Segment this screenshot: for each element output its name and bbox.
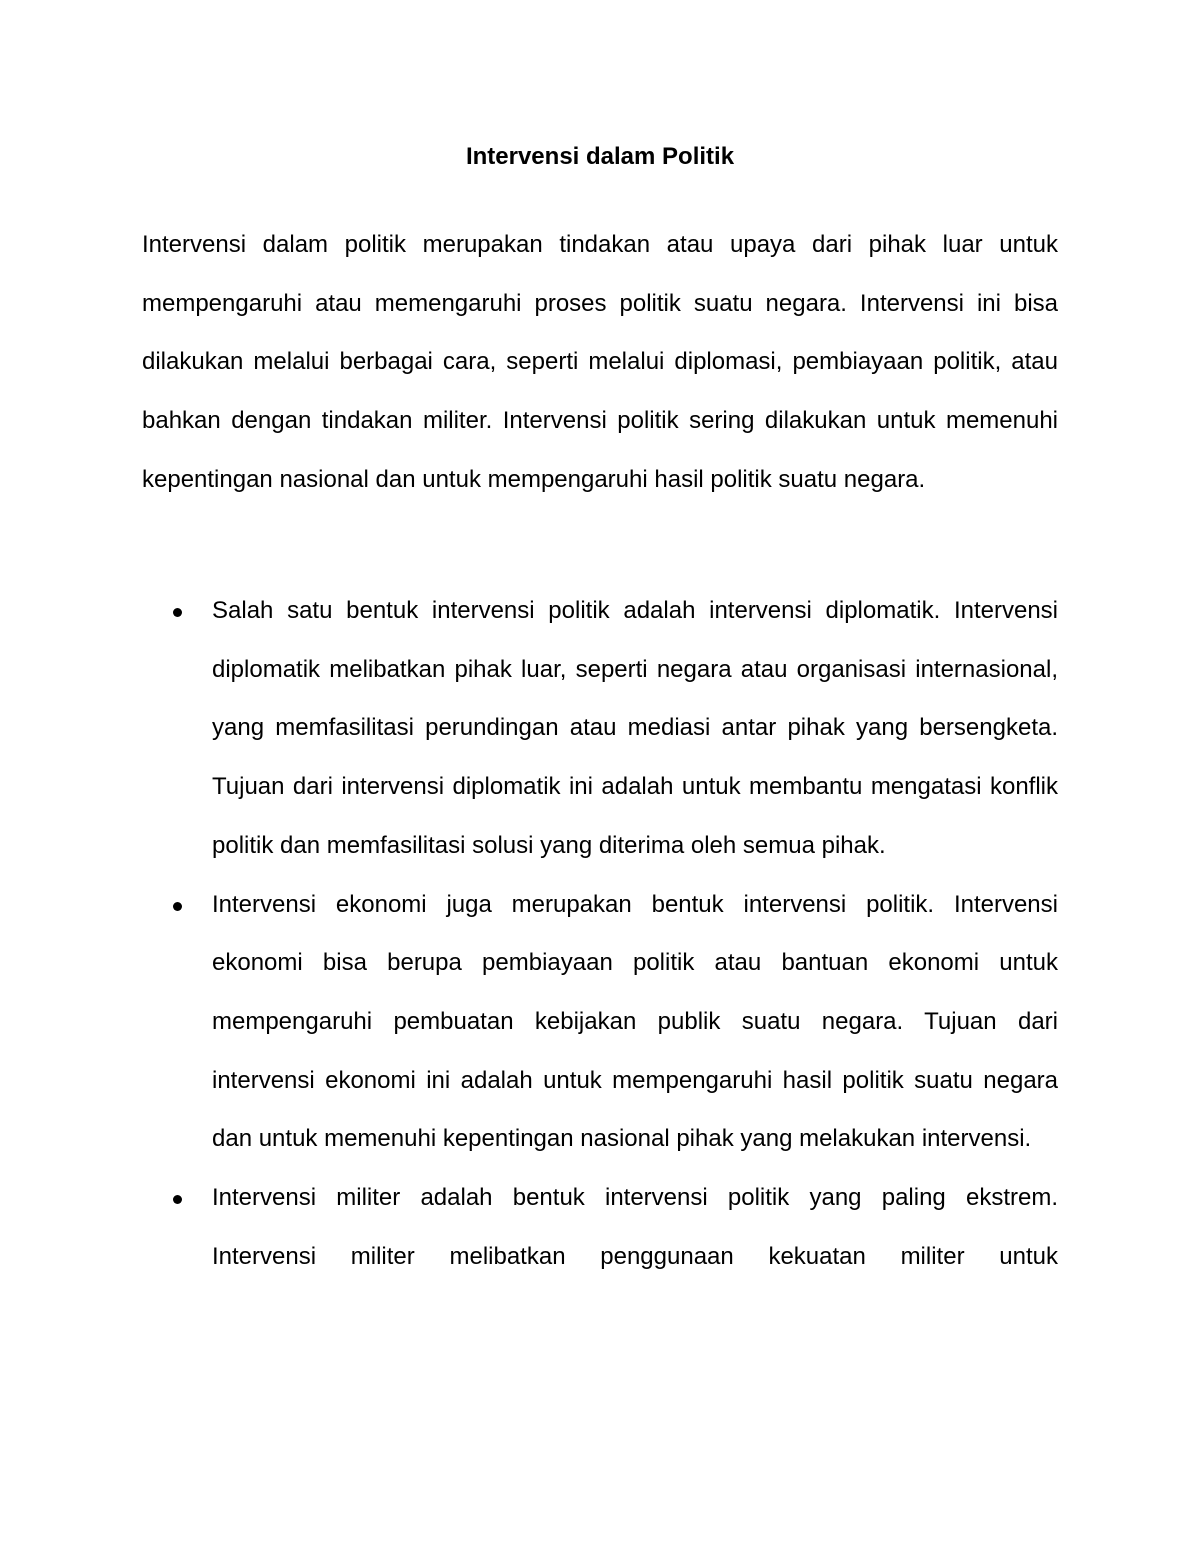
bullet-text: Intervensi ekonomi juga merupakan bentuk intervensi politik. Intervensi ekonomi bisa berupa pembiayaan politik atau bantuan ekonomi untuk mempengaruhi pembuatan kebijakan publik suatu negara. Tujuan dari intervensi ekonomi ini adalah untuk mempengaruhi hasil politik suatu negara dan untuk memenuhi kepentingan nasional pihak yang melakukan intervensi. (212, 890, 1058, 1153)
list-item (142, 876, 1058, 1170)
list-item (142, 1169, 1058, 1286)
bullet-text: Intervensi militer adalah bentuk intervensi politik yang paling ekstrem. Intervensi militer melibatkan penggunaan kekuatan militer untuk (212, 1184, 1058, 1270)
bullet-icon (173, 902, 182, 911)
list-item (142, 582, 1058, 876)
bullet-text: Salah satu bentuk intervensi politik adalah intervensi diplomatik. Intervensi diplomatik melibatkan pihak luar, seperti negara atau organisasi internasional, yang memfasilitasi perundingan atau mediasi antar pihak yang bersengketa. Tujuan dari intervensi diplomatik ini adalah untuk membantu mengatasi konflik politik dan memfasilitasi solusi yang diterima oleh semua pihak. (212, 597, 1058, 859)
document-title: Intervensi dalam Politik (465, 143, 735, 170)
bullet-icon (173, 608, 182, 617)
bullet-list (142, 582, 1058, 1286)
intro-paragraph: Intervensi dalam politik merupakan tindakan atau upaya dari pihak luar untuk mempengaruhi atau memengaruhi proses politik suatu negara. Intervensi ini bisa dilakukan melalui berbagai cara, seperti melalui diplomasi, pembiayaan politik, atau bahkan dengan tindakan militer. Intervensi politik sering dilakukan untuk memenuhi kepentingan nasional dan untuk mempengaruhi hasil politik suatu negara. (142, 231, 1058, 493)
bullet-icon (173, 1195, 182, 1204)
